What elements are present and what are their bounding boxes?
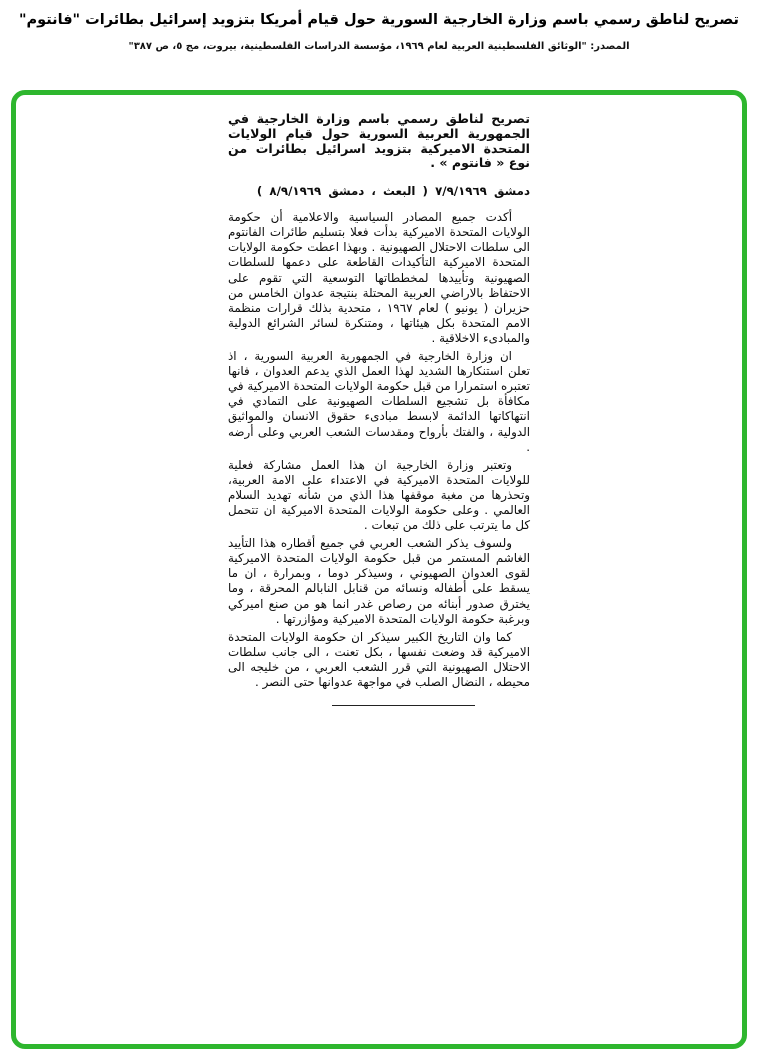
- document-paragraph: أكدت جميع المصادر السياسية والاعلامية أن حكومة الولايات المتحدة الاميركية بدأت فعلا بتسليم طائرات الفانتوم الى سلطات الاحتلال الصهيونية . وبهذا اعطت حكومة الولايات المتحدة الاميركية التأكيدات القاطعة على دعمها للسلطات الصهيونية وتأييدها لمخططاتها التوسعية التي تقوم على الاحتفاظ بالاراضي العربية المحتلة بنتيجة عدوان الخامس من حزيران ( يونيو ) لعام ١٩٦٧ ، متحدية بذلك قرارات منظمة الامم المتحدة بكل هيئاتها ، ومتنكرة لسائر الشرائع الدولية والمبادىء الاخلاقية .: [228, 210, 530, 345]
- signature-rule: [332, 705, 475, 706]
- document-paragraph: وتعتبر وزارة الخارجية ان هذا العمل مشاركة فعلية للولايات المتحدة الاميركية في الاعتداء على الامة العربية، وتحذرها من مغبة موقفها هذا الذي من شأنه تهديد السلام العالمي . وعلى حكومة الولايات المتحدة الاميركية ان تتحمل كل ما يترتب على ذلك من تبعات .: [228, 457, 530, 533]
- document-heading: تصريح لناطق رسمي باسم وزارة الخارجية في الجمهورية العربية السورية حول قيام الولايات المتحدة الاميركية بتزويد اسرائيل بطائرات من نوع « فانتوم » .: [228, 111, 530, 171]
- page-title: تصريح لناطق رسمي باسم وزارة الخارجية السورية حول قيام أمريكا بتزويد إسرائيل بطائرات "فانتوم": [18, 12, 739, 28]
- document-body: [228, 112, 530, 706]
- document-paragraph: ان وزارة الخارجية في الجمهورية العربية السورية ، اذ تعلن استنكارها الشديد لهذا العمل الذي يدعم العدوان ، فانها تعتبره استمرارا من قبل حكومة الولايات المتحدة الاميركية في مكافأة بل تشجيع السلطات الصهيونية على التمادي في انتهاكاتها الدائمة لابسط مبادىء حقوق الانسان والمواثيق الدولية ، والفتك بأرواح ومقدسات الشعب العربي وعلى أرضه .: [228, 349, 530, 454]
- source-citation: المصدر: "الوثائق الفلسطينية العربية لعام ١٩٦٩، مؤسسة الدراسات الفلسطينية، بيروت، مج ٥، ص ٣٨٧": [128, 41, 630, 52]
- document-paragraph: ولسوف يذكر الشعب العربي في جميع أقطاره هذا التأييد الغاشم المستمر من قبل حكومة الولايات المتحدة الاميركية لقوى العدوان الصهيوني ، وسيذكر دوما ، وبمرارة ، ان ما يسقط على أطفاله ونسائه من قنابل النابالم المحرقة ، وما يخترق صدور أبنائه من رصاص غدر انما هو من صنع اميركي وبرغبة حكومة الولايات المتحدة الاميركية ومؤازرتها .: [228, 536, 530, 626]
- document-dateline: دمشق ٧/٩/١٩٦٩ ( البعث ، دمشق ٨/٩/١٩٦٩ ): [256, 184, 530, 199]
- document-paragraph: كما وان التاريخ الكبير سيذكر ان حكومة الولايات المتحدة الاميركية قد وضعت نفسها ، بكل تعنت ، الى جانب سلطات الاحتلال الصهيونية التي قرر الشعب العربي ، من خليجه الى محيطه ، النضال الصلب في مواجهة عدوانها حتى النصر .: [228, 629, 530, 689]
